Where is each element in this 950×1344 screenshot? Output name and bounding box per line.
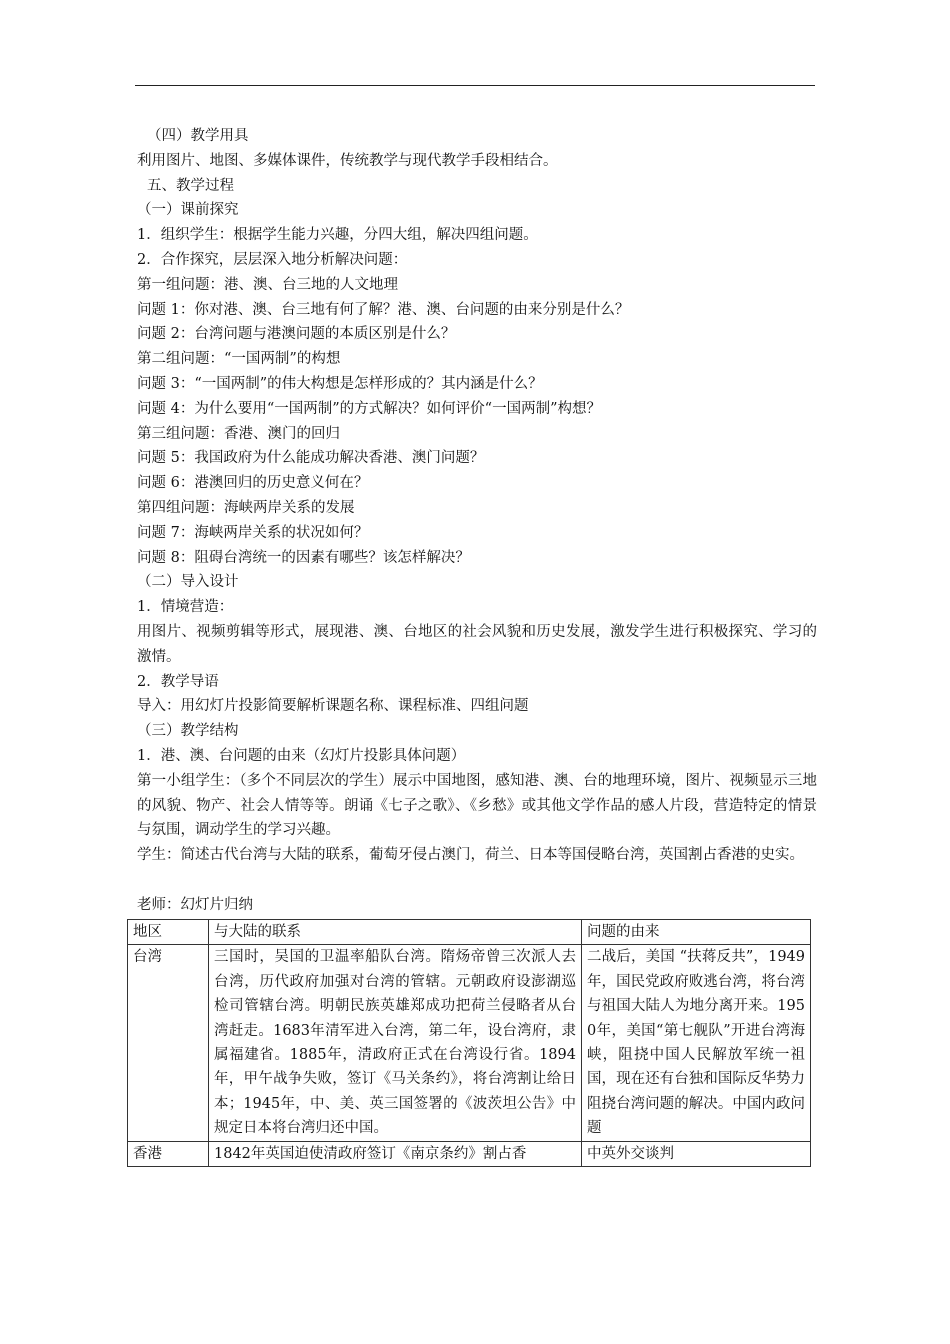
- table-cell-relation: 1842年英国迫使清政府签订《南京条约》割占香: [209, 1141, 582, 1166]
- table-header-cell: 问题的由来: [582, 920, 811, 945]
- question-item: 问题 3：“一国两制”的伟大构想是怎样形成的？其内涵是什么？: [137, 375, 543, 392]
- question-item: 问题 4：为什么要用“一国两制”的方式解决？如何评价“一国两制”构想？: [137, 400, 601, 417]
- subsection-heading: （二）导入设计: [137, 574, 239, 591]
- text-line: 1．组织学生：根据学生能力兴趣，分四大组，解决四组问题。: [137, 227, 538, 244]
- question-item: 问题 6：港澳回归的历史意义何在？: [137, 475, 369, 492]
- text-line: 2．合作探究，层层深入地分析解决问题：: [137, 251, 408, 268]
- table-row: [128, 1141, 811, 1166]
- question-group-heading: 第四组问题：海峡两岸关系的发展: [137, 499, 355, 516]
- table-header-row: [128, 920, 811, 945]
- text-line: 老师：幻灯片归纳: [137, 896, 253, 913]
- summary-table: [127, 919, 811, 1167]
- table-cell-origin: 中英外交谈判: [582, 1141, 811, 1166]
- subsection-heading: （三）教学结构: [137, 723, 239, 740]
- paragraph: 学生：简述古代台湾与大陆的联系，葡萄牙侵占澳门，荷兰、日本等国侵略台湾，英国割占香港的史实。: [137, 847, 804, 864]
- question-item: 问题 7：海峡两岸关系的状况如何？: [137, 524, 369, 541]
- table-row: [128, 945, 811, 1141]
- question-group-heading: 第一组问题：港、澳、台三地的人文地理: [137, 276, 398, 293]
- text-line: 导入：用幻灯片投影简要解析课题名称、课程标准、四组问题: [137, 698, 529, 715]
- document-body: [137, 124, 817, 918]
- header-rule: [135, 85, 815, 86]
- table-cell-region: 香港: [128, 1141, 209, 1166]
- question-group-heading: 第三组问题：香港、澳门的回归: [137, 425, 340, 442]
- text-line: 1．港、澳、台问题的由来（幻灯片投影具体问题）: [137, 747, 466, 764]
- table-header-cell: 地区: [128, 920, 209, 945]
- text-line: 2．教学导语: [137, 673, 219, 690]
- table-cell-relation: 三国时，吴国的卫温率船队台湾。隋炀帝曾三次派人去台湾，历代政府加强对台湾的管辖。元朝政府设澎湖巡检司管辖台湾。明朝民族英雄郑成功把荷兰侵略者从台湾赶走。1683年清军进入台湾，第二年，设台湾府，隶属福建省。1885年，清政府正式在台湾设行省。1894年，甲午战争失败，签订《马关条约》，将台湾割让给日本；1945年，中、美、英三国签署的《波茨坦公告》中规定日本将台湾归还中国。: [209, 945, 582, 1141]
- table-cell-origin: 二战后，美国 “扶蒋反共”，1949年，国民党政府败逃台湾，将台湾与祖国大陆人为地分离开来。1950年，美国“第七舰队”开进台湾海峡，阻挠中国人民解放军统一祖国，现在还有台独和国际反华势力阻挠台湾问题的解决。中国内政问题: [582, 945, 811, 1141]
- section-heading-teaching-process: 五、教学过程: [147, 177, 234, 194]
- text-line: 利用图片、地图、多媒体课件，传统教学与现代教学手段相结合。: [137, 152, 558, 169]
- text-line: 1．情境营造：: [137, 599, 234, 616]
- section-heading-teaching-tools: （四）教学用具: [147, 128, 249, 144]
- question-group-heading: 第二组问题：“一国两制”的构想: [137, 351, 341, 368]
- question-item: 问题 8：阻碍台湾统一的因素有哪些？该怎样解决？: [137, 549, 470, 566]
- subsection-heading: （一）课前探究: [137, 202, 239, 219]
- question-item: 问题 1：你对港、澳、台三地有何了解？港、澳、台问题的由来分别是什么？: [137, 301, 630, 318]
- table-header-cell: 与大陆的联系: [209, 920, 582, 945]
- table-cell-region: 台湾: [128, 945, 209, 1141]
- paragraph: 用图片、视频剪辑等形式，展现港、澳、台地区的社会风貌和历史发展，激发学生进行积极探究、学习的激情。: [137, 623, 817, 665]
- question-item: 问题 2：台湾问题与港澳问题的本质区别是什么？: [137, 326, 456, 343]
- paragraph: 第一小组学生：（多个不同层次的学生）展示中国地图，感知港、澳、台的地理环境，图片、视频显示三地的风貌、物产、社会人情等等。朗诵《七子之歌》、《乡愁》或其他文学作品的感人片段，营造特定的情景与氛围，调动学生的学习兴趣。: [137, 772, 817, 839]
- question-item: 问题 5：我国政府为什么能成功解决香港、澳门问题？: [137, 450, 485, 467]
